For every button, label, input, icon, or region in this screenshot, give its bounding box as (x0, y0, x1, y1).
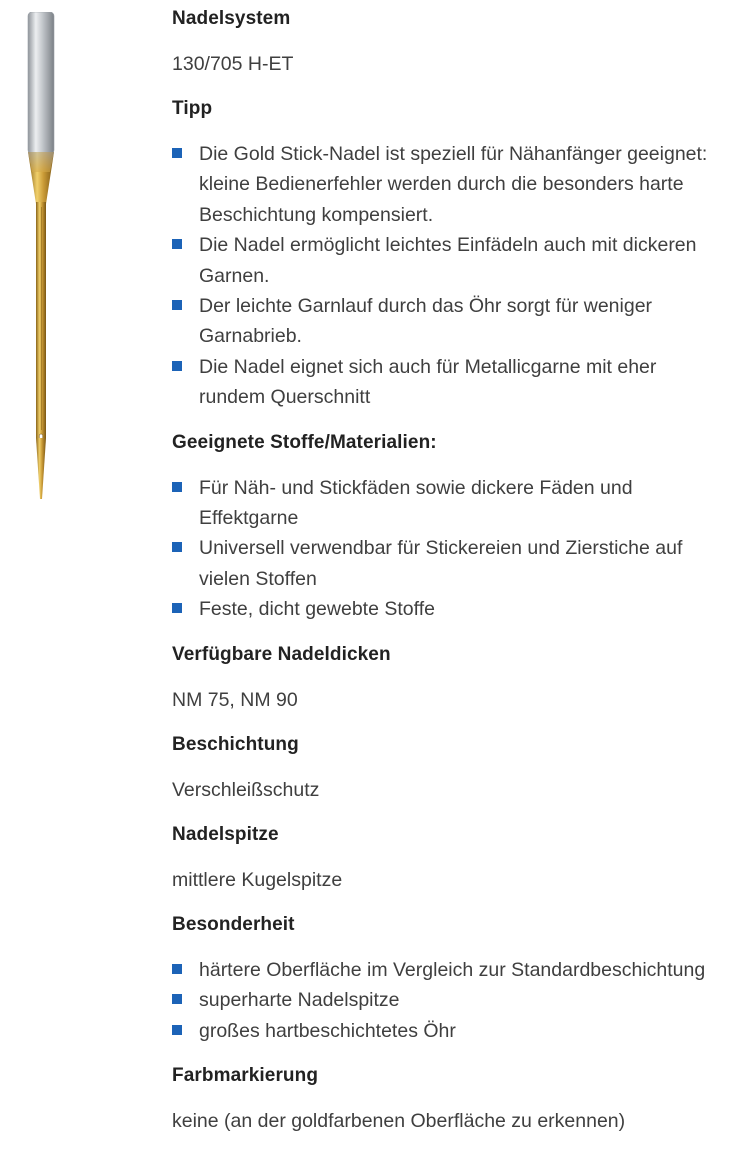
list-item-text: Universell verwendbar für Stickereien und Zierstiche auf vielen Stoffen (199, 537, 683, 590)
list-item (172, 139, 724, 230)
list-item-text: Der leichte Garnlauf durch das Öhr sorgt für weniger Garnabrieb. (199, 295, 653, 348)
bullet-square-icon (172, 542, 182, 552)
heading-stoffe: Geeignete Stoffe/Materialien: (172, 431, 437, 453)
heading-beschichtung: Beschichtung (172, 733, 299, 755)
heading-besonderheit: Besonderheit (172, 913, 295, 935)
list-item-text: Die Nadel eignet sich auch für Metallicgarne mit eher rundem Querschnitt (199, 355, 657, 409)
list-item (172, 985, 724, 1015)
list-item (172, 1016, 724, 1046)
section-nadelspitze (172, 820, 724, 895)
value-nadelspitze: mittlere Kugelspitze (172, 868, 343, 891)
list-item (172, 473, 724, 534)
section-tipp (172, 94, 724, 413)
list-item (172, 955, 724, 985)
list-stoffe (172, 473, 724, 625)
list-besonderheit (172, 955, 724, 1046)
list-item-text: Die Nadel ermöglicht leichtes Einfädeln auch mit dickeren Garnen. (199, 234, 697, 287)
bullet-square-icon (172, 994, 182, 1004)
heading-nadelsystem: Nadelsystem (172, 8, 291, 29)
list-item (172, 594, 724, 624)
bullet-square-icon (172, 964, 182, 974)
bullet-square-icon (172, 148, 182, 158)
bullet-square-icon (172, 1025, 182, 1035)
list-item (172, 230, 724, 291)
section-nadeldicken (172, 640, 724, 715)
list-item (172, 352, 724, 413)
list-item (172, 291, 724, 352)
bullet-square-icon (172, 482, 182, 492)
list-tipp (172, 139, 724, 413)
list-item-text: Feste, dicht gewebte Stoffe (199, 598, 435, 621)
heading-nadelspitze: Nadelspitze (172, 823, 279, 845)
section-beschichtung (172, 730, 724, 805)
value-nadelsystem: 130/705 H-ET (172, 53, 294, 75)
heading-farbmarkierung: Farbmarkierung (172, 1064, 319, 1086)
bullet-square-icon (172, 239, 182, 249)
bullet-square-icon (172, 361, 182, 371)
section-stoffe (172, 428, 724, 625)
list-item-text: härtere Oberfläche im Vergleich zur Standardbeschichtung (199, 958, 706, 981)
value-farbmarkierung: keine (an der goldfarbenen Oberfläche zu erkennen) (172, 1109, 626, 1132)
list-item-text: superharte Nadelspitze (199, 989, 400, 1012)
section-nadelsystem (172, 4, 724, 79)
heading-nadeldicken: Verfügbare Nadeldicken (172, 643, 391, 665)
value-nadeldicken: NM 75, NM 90 (172, 688, 298, 711)
value-beschichtung: Verschleißschutz (172, 778, 320, 801)
list-item-text: Die Gold Stick-Nadel ist speziell für Nähanfänger geeignet: kleine Bedienerfehler werden durch die besonders harte Beschichtung kompensiert. (199, 143, 708, 226)
list-item-text: großes hartbeschichtetes Öhr (199, 1019, 456, 1042)
section-besonderheit (172, 910, 724, 1046)
needle-image (24, 12, 58, 502)
section-farbmarkierung (172, 1061, 724, 1136)
bullet-square-icon (172, 300, 182, 310)
bullet-square-icon (172, 603, 182, 613)
heading-tipp: Tipp (172, 98, 213, 119)
product-details (172, 4, 724, 1151)
needle-image-icon (24, 12, 58, 502)
list-item-text: Für Näh- und Stickfäden sowie dickere Fäden und Effektgarne (199, 476, 633, 530)
list-item (172, 533, 724, 594)
